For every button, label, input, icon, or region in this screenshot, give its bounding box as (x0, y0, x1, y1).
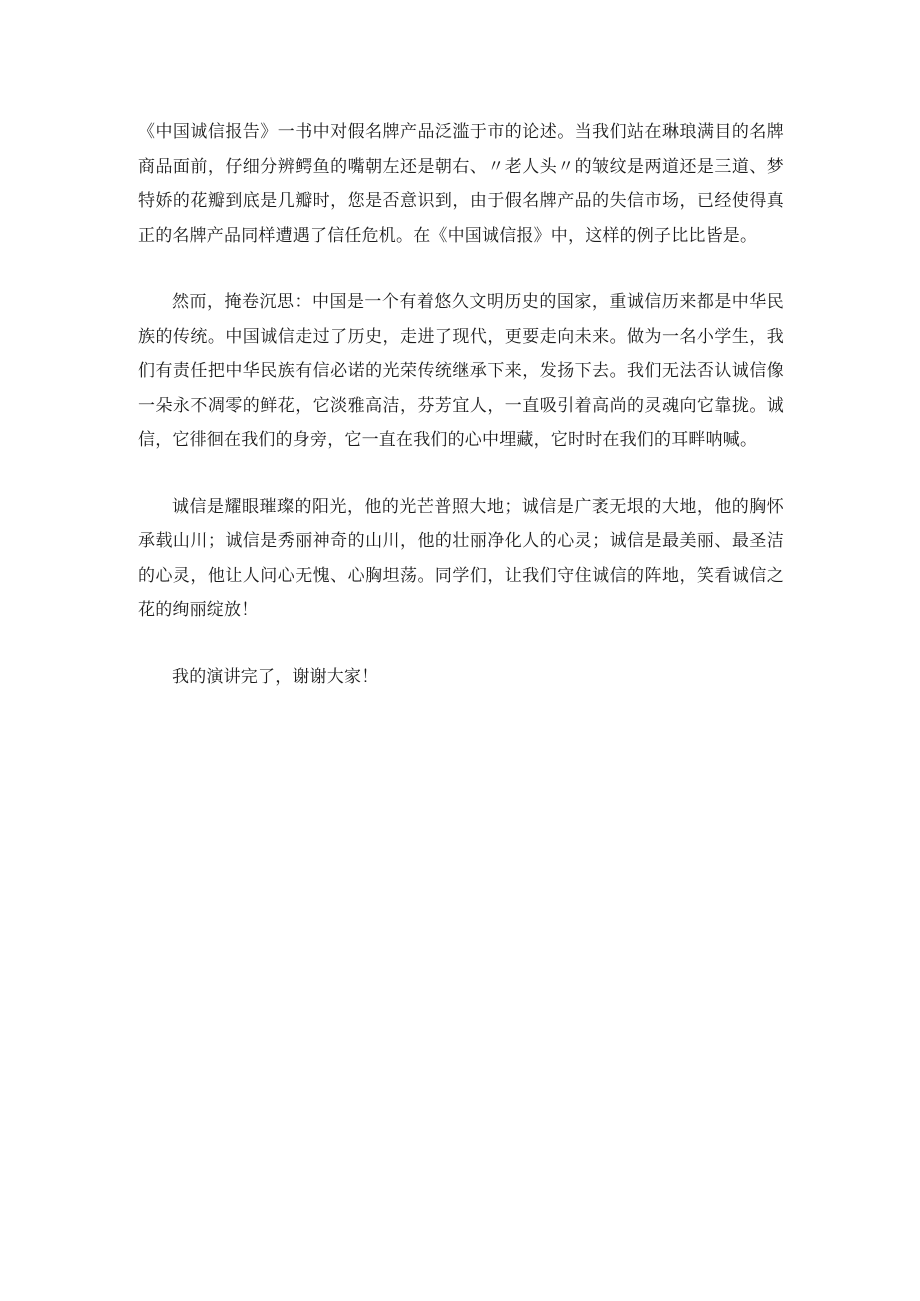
document-body (138, 115, 784, 694)
paragraph-2: 然而，掩卷沉思：中国是一个有着悠久文明历史的国家，重诚信历来都是中华民族的传统。中国诚信走过了历史，走进了现代，更要走向未来。做为一名小学生，我们有责任把中华民族有信必诺的光荣传统继承下来，发扬下去。我们无法否认诚信像一朵永不凋零的鲜花，它淡雅高洁，芬芳宜人，一直吸引着高尚的灵魂向它靠拢。诚信，它徘徊在我们的身旁，它一直在我们的心中埋藏，它时时在我们的耳畔呐喊。 (138, 292, 784, 450)
paragraph-3: 诚信是耀眼璀璨的阳光，他的光芒普照大地；诚信是广袤无垠的大地，他的胸怀承载山川；诚信是秀丽神奇的山川，他的壮丽净化人的心灵；诚信是最美丽、最圣洁的心灵，他让人问心无愧、心胸坦荡。同学们，让我们守住诚信的阵地，笑看诚信之花的绚丽绽放！ (138, 496, 784, 620)
paragraph-closing: 我的演讲完了，谢谢大家！ (172, 666, 379, 687)
paragraph-1: 《中国诚信报告》一书中对假名牌产品泛滥于市的论述。当我们站在琳琅满目的名牌商品面前，仔细分辨鳄鱼的嘴朝左还是朝右、〃老人头〃的皱纹是两道还是三道、梦特娇的花瓣到底是几瓣时，您是否意识到，由于假名牌产品的失信市场，已经使得真正的名牌产品同样遭遇了信任危机。在《中国诚信报》中，这样的例子比比皆是。 (138, 122, 784, 246)
